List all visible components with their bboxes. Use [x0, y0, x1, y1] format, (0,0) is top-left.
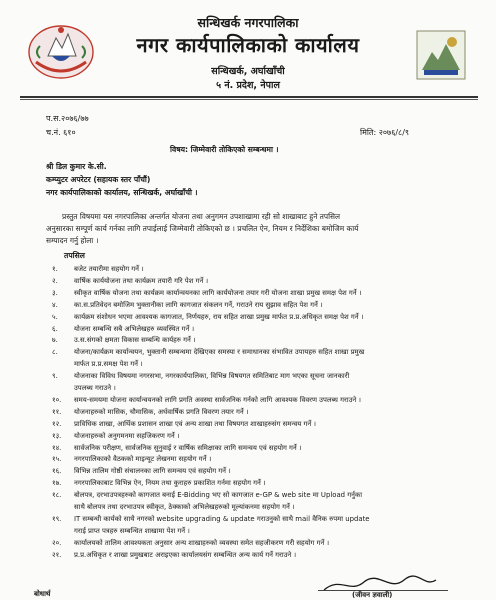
letter-date: मिति: २०७६/८/९ — [360, 128, 410, 137]
list-item-text: विभिन्न तालिम गोष्ठी संचालनका लागि समन्वय एवं सहयोग गर्ने । — [74, 467, 231, 476]
list-item — [52, 539, 329, 548]
list-item-text: साथै बोलपत्र तथा दरभाउपत्र स्वीकृत, ठेक्काको अभिलेखहरुको मूल्यांकनमा सहयोग गर्ने । — [74, 503, 295, 511]
list-item-text: वार्षिक कार्ययोजना तथा कार्यक्रम तयारी गरि पेश गर्ने । — [74, 276, 209, 285]
body-line-2: अनुसारका सम्पूर्ण कार्य गर्नका लागि तपाईलाई जिम्मेवारी तोकिएको छ । प्रचलित ऐन, नियम र निर्देशिका बमोजिम कार्य — [46, 224, 359, 233]
signatory-name: (जीवन ज्ञवाली) — [352, 591, 393, 599]
list-item-number: ७. — [52, 336, 58, 345]
list-item — [52, 396, 361, 405]
list-item-text: उ.स.संगको क्षमता विकास सम्बन्धि कार्यहरु गर्ने । — [74, 336, 196, 345]
office-title: नगर कार्यपालिकाको कार्यालय — [136, 33, 360, 57]
list-item-text: उपलब्ध गराउने । — [74, 384, 116, 392]
list-item — [52, 408, 248, 417]
list-item-number: ११. — [52, 407, 62, 416]
list-item — [52, 277, 208, 286]
list-item-number: १४. — [52, 443, 62, 452]
list-item-number: १७. — [52, 479, 62, 488]
list-item-number: ३. — [52, 288, 58, 297]
header-rule-thin — [20, 99, 478, 100]
list-item-text: योजना सम्बन्धि सबै अभिलेखहरु व्यवस्थित गर्ने । — [74, 324, 195, 333]
reference-number: प.स.२०७६/७७ — [46, 114, 89, 123]
recipient-name: श्री डिल कुमार के.सी. — [46, 162, 107, 171]
list-item-text: प्राविधिक शाखा, आर्थिक प्रशासन शाखा एवं अन्य शाखा तथा विषयगत शाखाहरुसंग समन्वय गर्ने । — [74, 419, 317, 428]
list-item-text: योजना/कार्यक्रम कार्यान्वयन, भुक्तानी सम्बन्धमा देखिएका समस्या र समाधानका संभावित उपायहरु सहित शाखा प्रमुख — [74, 348, 365, 357]
list-item — [52, 527, 190, 536]
list-item-number: १२. — [52, 419, 62, 428]
list-item-number: २०. — [52, 538, 62, 547]
list-item-text: प्र.प्र.अधिकृत र शाखा प्रमुखबाट अराइएका कार्यालयसंग सम्बन्धित अन्य कार्य गर्ने गराउने । — [74, 550, 297, 559]
list-item-text: समय-समयमा योजना कार्यान्वयनको लागि प्रगति अवस्था सार्वजनिक गर्नको लागि आवश्यक विवरण उपलब्ध गराउने । — [74, 395, 362, 404]
list-item — [52, 313, 363, 322]
office-address: सन्धिखर्क, अर्घाखाँची — [211, 66, 285, 77]
list-item — [52, 420, 316, 429]
list-item-number: १९. — [52, 514, 62, 523]
list-item — [52, 360, 143, 369]
list-item-text: IT सम्बन्धी कार्यको साथै नगरको website upgrading & update गराउनुको साथै mail वैनिक रुपमा update — [74, 514, 370, 523]
list-item — [52, 325, 194, 334]
list-item-number: ८. — [52, 348, 58, 357]
body-line-3: सम्पादन गर्नु होला । — [46, 236, 99, 245]
list-item-text: योजनाका विविध विषयमा नगरसभा, नगरकार्यपालिका, विभिन्न विषयगत समितिबाट माग भएका सूचना जानकारी — [74, 372, 350, 381]
list-item-number: ९. — [52, 372, 58, 381]
list-item-text: नगरपालिकाको वैठकको माइन्यूट लेखनमा सहयोग गर्ने । — [74, 455, 212, 464]
list-item-number: १०. — [52, 395, 62, 404]
list-item — [52, 372, 349, 381]
list-item — [52, 455, 211, 464]
list-item-number: ५. — [52, 312, 58, 321]
list-item-number: २१. — [52, 550, 62, 559]
province-address: ५ नं. प्रदेश, नेपाल — [216, 80, 280, 91]
list-item — [52, 479, 266, 488]
recipient-post: कम्प्युटर अपरेटर (सहायक स्तर पाँचौं) — [46, 175, 151, 184]
list-item — [52, 265, 144, 274]
list-item — [52, 444, 302, 453]
list-item — [52, 432, 180, 441]
list-item-text: कार्यालयको तालिम आवश्यकता अनुसार अन्य शाखाहरुको व्यवस्था समेत सहजीकरण गरी सहयोग गर्ने । — [74, 538, 330, 547]
list-item — [52, 348, 364, 357]
list-item — [52, 301, 323, 310]
list-item — [52, 289, 361, 298]
header-rule — [20, 96, 478, 98]
recipient-office: नगर कार्यपालिकाको कार्यालय, सन्धिखर्क, अर्घाखाँची । — [46, 188, 198, 197]
list-item-text: सार्वजनिक परीक्षण, सार्वजनिक सुनुवाई र वार्षिक समिक्षाका लागि समन्वय एवं सहयोग गर्ने । — [74, 443, 302, 452]
list-item — [52, 515, 370, 524]
list-item-text: गराई प्राप्त पत्रहरु सम्बन्धित शाखामा पेश गर्ने । — [74, 526, 190, 535]
list-item — [52, 491, 362, 500]
list-item-text: बजेट तयारीमा सहयोग गर्ने । — [74, 265, 144, 273]
list-item-text: कार्यक्रम संशोधन भएमा आवश्यक कागजात, निर्णयहरु, राय सहित शाखा प्रमुख मार्फत प्र.प्र.अधिकृत समक्ष पेश गर्ने । — [74, 312, 364, 321]
list-item-number: २. — [52, 276, 58, 285]
letter-subject: विषय: जिम्मेवारी तोकिएको सम्बन्धमा । — [170, 145, 279, 154]
list-item — [52, 551, 296, 560]
list-item — [52, 503, 295, 512]
list-item — [52, 467, 231, 476]
list-item — [52, 336, 196, 345]
municipality-name: सन्धिखर्क नगरपालिका — [197, 15, 299, 30]
list-item-number: ६. — [52, 324, 58, 333]
list-item-number: ४. — [52, 300, 58, 309]
list-item-number: १५. — [52, 455, 62, 464]
tapsil-heading: तपसिल — [64, 251, 85, 260]
list-item-number: १८. — [52, 491, 62, 500]
footer-label: बोधार्थ — [34, 590, 51, 598]
dispatch-number: च.नं. ६१० — [46, 128, 76, 137]
list-item-number: १. — [52, 265, 58, 273]
list-item-text: योजनाहरुको अनुगमनमा सहजिकरण गर्ने । — [74, 431, 180, 440]
list-item-text: बोलपत्र, दरभाउपत्रहरुको कागजात बनाई E-Bidding भए सो कागजात e-GP & web site मा Upload गर्नुका — [74, 491, 363, 500]
list-item-text: नगरपालिकाबाट विभिन्न ऐन, नियम तथा कुराहरु प्रकाशित गर्नमा सहयोग गर्ने । — [74, 479, 266, 488]
list-item-number: १६. — [52, 467, 62, 476]
list-item-number: १३. — [52, 431, 62, 440]
list-item — [52, 384, 116, 393]
list-item-text: स्वीकृत वार्षिक योजना तथा कार्यक्रम कार्यान्वयनका लागि कार्ययोजना तयार गरी योजना शाखा प्रमुख समक्ष पेश गर्ने । — [74, 288, 362, 297]
list-item-text: का.स.प्रतिवेदन बमोजिम भुक्तानीका लागि कागजात संकलन गर्ने, गराउने राय सुझाव सहित पेश गर्ने । — [74, 300, 323, 309]
list-item-text: योजनाहरुको मासिक, चौमासिक, अर्धवार्षिक प्रगति विवरण तयार गर्ने । — [74, 407, 249, 416]
body-line-1: प्रस्तुत विषयमा यस नगरपालिका अन्तर्गत योजना तथा अनुगमन उपशाखामा रही सो शाखाबाट हुने तपसिल — [62, 212, 341, 221]
list-item-text: मार्फत प्र.प्र.समक्ष पेश गर्ने । — [74, 360, 143, 369]
